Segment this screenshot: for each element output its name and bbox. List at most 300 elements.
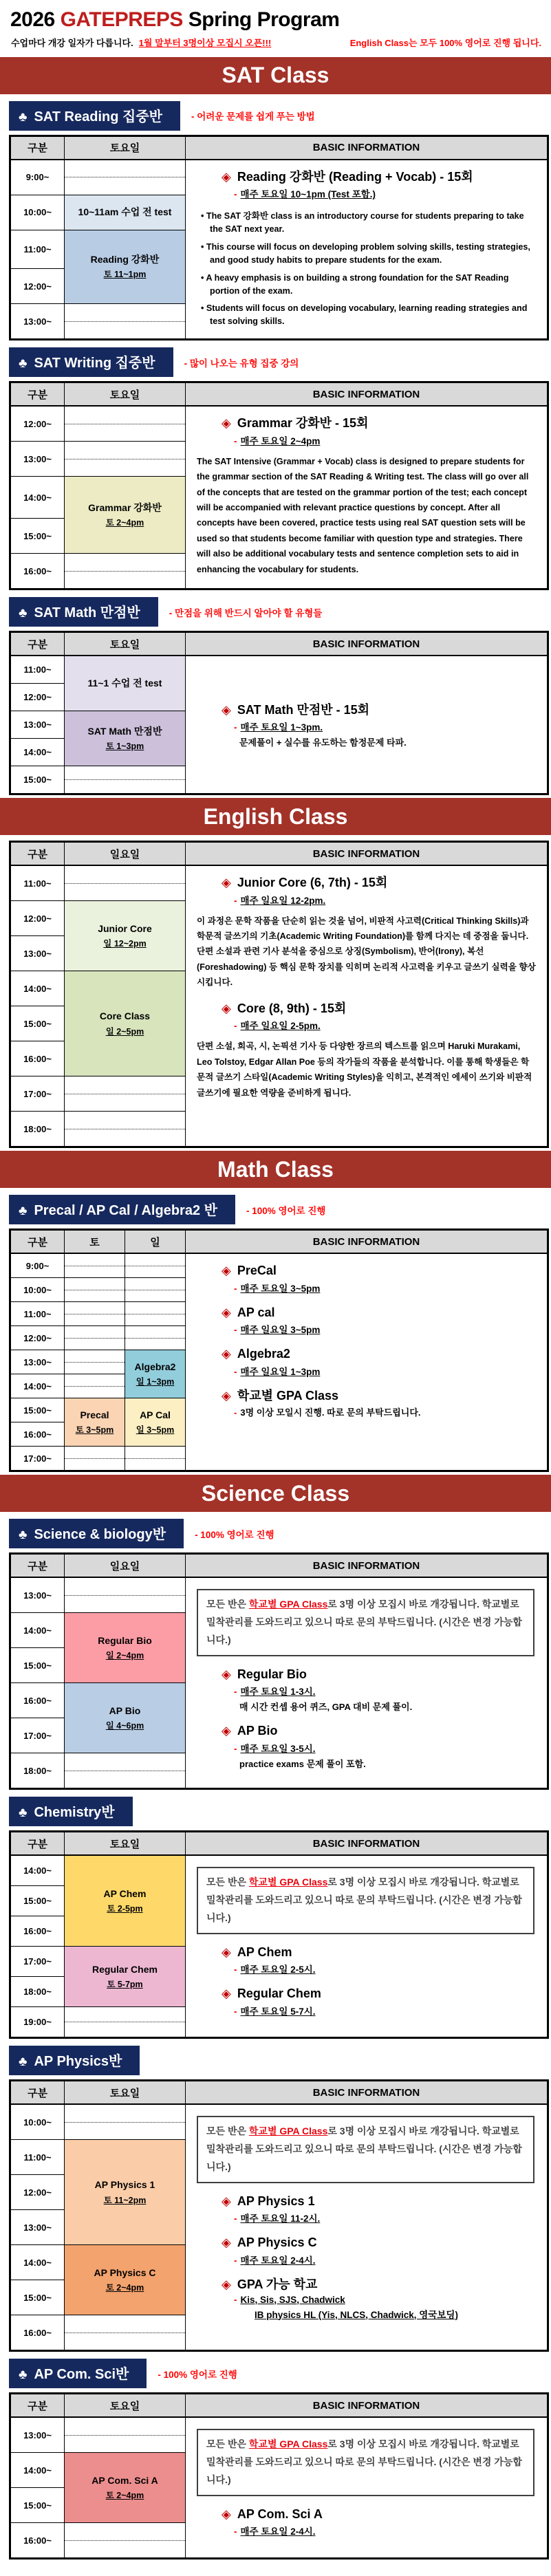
title-year: 2026 <box>10 8 55 31</box>
time-cell: 14:00~ <box>10 477 65 519</box>
time-cell: 11:00~ <box>10 230 65 269</box>
column-header-info: BASIC INFORMATION <box>186 382 548 407</box>
math-badge-row <box>9 1195 551 1224</box>
event-time-text: 일 2~4pm <box>105 1651 144 1661</box>
diamond-icon: ◈ <box>222 1724 231 1738</box>
event-label: Regular Chem <box>92 1963 158 1975</box>
event-time-text: 일 12~2pm <box>103 939 147 949</box>
time-cell: 14:00~ <box>10 971 65 1006</box>
time-cell: 14:00~ <box>10 1374 65 1398</box>
event-time-text: 일 3~5pm <box>136 1425 175 1436</box>
time-cell: 11:00~ <box>10 1302 65 1326</box>
math-badge-note: - 100% 영어로 진행 <box>246 1205 326 1216</box>
diamond-icon: ◈ <box>222 1347 231 1361</box>
event-cell <box>65 1398 125 1447</box>
empty-slot-cell <box>65 766 186 794</box>
time-cell: 15:00~ <box>10 1886 65 1916</box>
column-header-time: 구분 <box>10 382 65 407</box>
note-english-only: English Class는 모두 100% 영어로 진행 됩니다. <box>349 37 541 48</box>
science-bio-badge-note: - 100% 영어로 진행 <box>195 1529 274 1540</box>
column-header-day: 일 <box>125 1230 186 1254</box>
column-header-info: BASIC INFORMATION <box>186 842 548 866</box>
event-label: AP Com. Sci A <box>91 2474 158 2486</box>
class-title <box>222 2236 539 2251</box>
class-schedule-text: 매주 일요일 2-5pm. <box>240 1021 321 1032</box>
time-cell: 18:00~ <box>10 1977 65 2007</box>
time-cell: 9:00~ <box>10 1253 65 1278</box>
class-detail: 매 시간 컨셉 용어 퀴즈, GPA 대비 문제 풀이. <box>239 1702 413 1713</box>
class-title-text: AP Bio <box>237 1724 278 1738</box>
sat-writing-badge <box>9 347 173 377</box>
schedule-row <box>10 656 548 684</box>
sat-math-badge-label: SAT Math 만점반 <box>34 605 140 621</box>
time-cell: 13:00~ <box>10 1350 65 1374</box>
empty-slot-cell <box>65 304 186 340</box>
math-badge <box>9 1195 235 1224</box>
diamond-icon: ◈ <box>222 876 231 890</box>
diamond-icon: ◈ <box>222 2236 231 2250</box>
event-time <box>65 2281 185 2293</box>
class-title <box>222 1667 539 1682</box>
event-time <box>65 937 185 949</box>
sat-writing-badge-label: SAT Writing 집중반 <box>34 356 155 371</box>
note-start-dates: 수업마다 개강 일자가 다릅니다. <box>11 37 133 48</box>
event-cell <box>65 195 186 230</box>
schedule-row <box>10 1855 548 1886</box>
time-cell: 17:00~ <box>10 1718 65 1753</box>
page-header <box>0 0 551 54</box>
info-cell <box>186 656 548 794</box>
event-time-text: 토 2~4pm <box>105 2491 144 2501</box>
club-icon: ♣ <box>19 606 28 621</box>
gpa-note-box <box>197 1867 534 1934</box>
schedule-row <box>10 160 548 195</box>
event-time-text: 토 5-7pm <box>107 1980 143 1990</box>
time-cell: 16:00~ <box>10 1683 65 1718</box>
ap-physics-badge <box>9 2046 140 2075</box>
event-label: AP Cal <box>140 1409 171 1420</box>
class-schedule-text: 매주 토요일 2-4시. <box>240 2255 316 2266</box>
time-cell: 13:00~ <box>10 2417 65 2453</box>
column-header-day: 일요일 <box>65 842 186 866</box>
gpa-class-link: 학교별 GPA Class <box>248 2438 328 2450</box>
class-schedule <box>234 1684 539 1698</box>
empty-slot-cell <box>65 1253 125 1278</box>
event-label: Reading 강화반 <box>90 254 160 266</box>
event-label: Precal <box>80 1409 109 1420</box>
class-description: 이 과정은 문학 작품을 단순히 읽는 것을 넘어, 비판적 사고력(Critical Thinking Skills)과 학문적 글쓰기의 기초(Academic Writing Foundation)를 함께 다지는 데 중점을 둡니다. 단편 소설과 관련 기사 분석을 중심으로 상징(Symbolism), 반어(Irony), 복선(Foreshadowing) 등 핵심 문학 장치를 익히며 논리적 사고력을 키우고 글쓰기 실력을 향상시킵니다. <box>197 916 536 988</box>
event-time-text: 토 11~2pm <box>103 2195 147 2205</box>
diamond-icon: ◈ <box>222 416 231 431</box>
event-time <box>65 2194 185 2206</box>
dash-icon: - <box>234 1325 237 1336</box>
class-title-text: Regular Chem <box>237 1987 321 2001</box>
class-schedule <box>234 2253 539 2266</box>
time-cell: 19:00~ <box>10 2007 65 2038</box>
math-schedule <box>9 1229 551 1472</box>
gpa-note-pre: 모든 반은 <box>206 1599 249 1610</box>
event-label: Grammar 강화반 <box>88 502 162 514</box>
sat-math-badge <box>9 597 158 627</box>
club-icon: ♣ <box>19 109 28 125</box>
empty-slot-cell <box>65 1577 186 1613</box>
sat-reading-badge-row <box>9 101 551 131</box>
dash-icon: - <box>234 1407 237 1418</box>
event-cell <box>65 1683 186 1753</box>
column-header-info: BASIC INFORMATION <box>186 632 548 656</box>
class-schedule <box>234 719 539 733</box>
event-time <box>65 268 185 280</box>
class-schedule <box>234 1322 539 1336</box>
dash-icon: - <box>234 2214 237 2225</box>
class-title-text: Core (8, 9th) - 15회 <box>237 1001 347 1015</box>
time-cell: 10:00~ <box>10 2104 65 2140</box>
sat-reading-badge-note: - 어려운 문제를 쉽게 푸는 방법 <box>191 111 315 122</box>
club-icon: ♣ <box>19 2055 28 2070</box>
empty-slot-cell <box>65 554 186 589</box>
dash-icon: - <box>234 1965 237 1976</box>
gpa-note-pre: 모든 반은 <box>206 2438 249 2450</box>
sat-writing-schedule <box>9 381 551 590</box>
event-cell <box>65 2453 186 2523</box>
event-cell <box>125 1350 186 1398</box>
schedule-table <box>9 1229 549 1472</box>
event-label: Algebra2 <box>134 1361 176 1372</box>
column-header-day: 일요일 <box>65 1554 186 1578</box>
class-title-text: SAT Math 만점반 - 15회 <box>237 702 370 717</box>
time-cell: 17:00~ <box>10 1447 65 1471</box>
column-header-day: 토요일 <box>65 382 186 407</box>
class-schedule-text: Kis, Sis, SJS, Chadwick <box>240 2294 345 2305</box>
schedule-table <box>9 841 549 1148</box>
class-schedule <box>234 2295 539 2305</box>
bullet-item: • This course will focus on developing problem solving skills, testing strategies, and good study habits to prepare students for the exam. <box>201 241 530 265</box>
class-schedule-extra: IB physics HL (Yis, NLCS, Chadwick, 영국보딩) <box>255 2309 458 2320</box>
gpa-class-link: 학교별 GPA Class <box>248 2125 328 2137</box>
time-cell: 15:00~ <box>10 1398 65 1422</box>
ap-comsci-schedule <box>9 2392 551 2559</box>
event-cell <box>65 477 186 554</box>
chemistry-schedule <box>9 1830 551 2039</box>
empty-slot-cell <box>65 1278 125 1302</box>
time-cell: 17:00~ <box>10 1947 65 1977</box>
math-class-banner: Math Class <box>0 1151 551 1188</box>
class-schedule <box>234 433 539 447</box>
empty-slot-cell <box>125 1253 186 1278</box>
class-schedule-text: 매주 토요일 2-4시. <box>240 2526 316 2537</box>
dash-icon: - <box>234 895 237 906</box>
time-cell: 13:00~ <box>10 711 65 739</box>
dotted-line <box>65 321 185 322</box>
class-title-text: AP Physics 1 <box>237 2194 315 2208</box>
class-schedule <box>234 2004 539 2017</box>
column-header-day: 토요일 <box>65 2081 186 2105</box>
class-title-text: 학교별 GPA Class <box>237 1388 339 1403</box>
class-schedule-text: 매주 일요일 3~5pm <box>240 1325 321 1336</box>
event-label: Core Class <box>99 1010 151 1022</box>
class-schedule-text: 매주 토요일 5-7시. <box>240 2006 316 2017</box>
time-cell: 12:00~ <box>10 2175 65 2210</box>
note-open-link[interactable]: 1월 말부터 3명이상 모집시 오픈!!! <box>138 37 272 48</box>
empty-slot-cell <box>65 2315 186 2351</box>
time-cell: 16:00~ <box>10 1916 65 1947</box>
schedule-table <box>9 381 549 590</box>
dotted-line <box>65 883 185 884</box>
column-header-info: BASIC INFORMATION <box>186 2394 548 2418</box>
class-title-text: Regular Bio <box>237 1667 307 1681</box>
page-title <box>10 7 547 33</box>
gpa-note-box <box>197 2116 534 2183</box>
schedule-table <box>9 631 549 795</box>
column-header-day: 토요일 <box>65 2394 186 2418</box>
class-schedule <box>234 186 539 200</box>
diamond-icon: ◈ <box>222 1264 231 1278</box>
event-label: AP Bio <box>109 1704 141 1716</box>
event-time-text: 토 2~4pm <box>105 2283 144 2293</box>
class-description: 단편 소설, 희곡, 시, 논픽션 기사 등 다양한 장르의 텍스트를 읽으며 Haruki Murakami, Leo Tolstoy, Edgar Allan Poe 등의 작가들의 작품을 분석합니다. 이를 통해 학생들은 학문적 글쓰기 스타일(Academic Writing Styles)을 익히고, 본격적인 에세이 쓰기와 비판적 글쓰기에 필요한 역량을 준비하게 됩니다. <box>197 1041 532 1098</box>
sat-reading-schedule <box>9 135 551 341</box>
science-class-banner: Science Class <box>0 1475 551 1512</box>
dash-icon: - <box>234 1366 237 1377</box>
time-cell: 16:00~ <box>10 1041 65 1076</box>
column-header-day: 토요일 <box>65 632 186 656</box>
class-title <box>222 2194 539 2209</box>
time-cell: 18:00~ <box>10 1753 65 1789</box>
class-title-text: Reading 강화반 (Reading + Vocab) - 15회 <box>237 169 473 184</box>
schedule-row <box>10 865 548 901</box>
event-time-text: 토 2-5pm <box>107 1904 143 1914</box>
event-cell <box>125 1398 186 1447</box>
class-schedule <box>234 1281 539 1295</box>
class-schedule <box>234 1962 539 1976</box>
event-label: 10~11am 수업 전 test <box>78 206 172 218</box>
event-cell <box>65 971 186 1076</box>
time-cell: 16:00~ <box>10 1422 65 1447</box>
schedule-table <box>9 1552 549 1790</box>
event-time <box>65 1025 185 1037</box>
title-suffix: Spring Program <box>188 8 340 31</box>
schedule-row <box>10 2417 548 2453</box>
class-title-text: Grammar 강화반 - 15회 <box>237 416 369 431</box>
class-note <box>234 1405 539 1418</box>
time-cell: 13:00~ <box>10 442 65 477</box>
event-cell <box>65 901 186 971</box>
club-icon: ♣ <box>19 2368 28 2383</box>
class-title <box>222 416 539 431</box>
science-bio-schedule <box>9 1552 551 1790</box>
diamond-icon: ◈ <box>222 2277 231 2291</box>
class-title <box>222 703 539 718</box>
gpa-class-link: 학교별 GPA Class <box>248 1599 328 1610</box>
class-title <box>222 1306 539 1321</box>
class-schedule-text: 매주 토요일 3~5pm <box>240 1283 321 1294</box>
club-icon: ♣ <box>19 356 28 371</box>
diamond-icon: ◈ <box>222 2194 231 2208</box>
empty-slot-cell <box>65 160 186 195</box>
class-detail: 문제풀이 + 실수를 유도하는 함정문제 타파. <box>239 737 407 748</box>
diamond-icon: ◈ <box>222 1305 231 1319</box>
diamond-icon: ◈ <box>222 1001 231 1015</box>
english-schedule <box>9 841 551 1148</box>
empty-slot-cell <box>65 1326 125 1350</box>
diamond-icon: ◈ <box>222 1945 231 1959</box>
diamond-icon: ◈ <box>222 169 231 184</box>
class-schedule <box>234 893 539 907</box>
ap-comsci-badge <box>9 2359 147 2388</box>
time-cell: 15:00~ <box>10 766 65 794</box>
column-header-info: BASIC INFORMATION <box>186 1554 548 1578</box>
column-header-time: 구분 <box>10 1832 65 1856</box>
time-cell: 12:00~ <box>10 1326 65 1350</box>
event-cell <box>65 2140 186 2245</box>
time-cell: 14:00~ <box>10 2453 65 2488</box>
class-title <box>222 2277 539 2293</box>
time-cell: 9:00~ <box>10 160 65 195</box>
event-label: AP Physics 1 <box>94 2179 155 2191</box>
time-cell: 15:00~ <box>10 1648 65 1683</box>
time-cell: 15:00~ <box>10 519 65 554</box>
class-schedule-text: 매주 토요일 10~1pm (Test 포함.) <box>240 189 376 200</box>
time-cell: 13:00~ <box>10 2210 65 2245</box>
column-header-time: 구분 <box>10 136 65 160</box>
empty-slot-cell <box>65 1076 186 1112</box>
event-time <box>65 1719 185 1731</box>
info-cell <box>186 160 548 340</box>
empty-slot-cell <box>65 2523 186 2559</box>
class-schedule-text: 매주 토요일 3-5시. <box>240 1743 316 1754</box>
event-label: AP Physics C <box>94 2266 156 2278</box>
empty-slot-cell <box>65 2417 186 2453</box>
event-time <box>65 1423 125 1436</box>
empty-slot-cell <box>65 1374 125 1398</box>
event-time-text: 일 2~5pm <box>105 1026 144 1037</box>
dotted-line <box>65 2435 185 2436</box>
time-cell: 14:00~ <box>10 2245 65 2280</box>
class-title <box>222 1002 539 1017</box>
dotted-line <box>125 1458 185 1459</box>
column-header-info: BASIC INFORMATION <box>186 1230 548 1254</box>
column-header-time: 구분 <box>10 1230 65 1254</box>
event-time-text: 일 1~3pm <box>136 1377 175 1387</box>
ap-physics-badge-label: AP Physics반 <box>34 2054 122 2070</box>
ap-comsci-badge-row <box>9 2359 551 2388</box>
sat-math-badge-row <box>9 597 551 627</box>
empty-slot-cell <box>65 1447 125 1471</box>
column-header-day: 토요일 <box>65 136 186 160</box>
dotted-line <box>65 779 185 780</box>
class-schedule-text: 매주 토요일 1~3pm. <box>240 722 323 733</box>
class-schedule-text: 매주 일요일 1~3pm <box>240 1366 321 1377</box>
class-title-text: AP Com. Sci A <box>237 2507 323 2521</box>
class-title <box>222 1987 539 2002</box>
ap-comsci-badge-label: AP Com. Sci반 <box>34 2367 129 2383</box>
event-cell <box>65 1855 186 1947</box>
class-schedule <box>234 1364 539 1378</box>
column-header-info: BASIC INFORMATION <box>186 2081 548 2105</box>
info-cell <box>186 1577 548 1789</box>
time-cell: 10:00~ <box>10 1278 65 1302</box>
time-cell: 11:00~ <box>10 2140 65 2175</box>
dotted-line <box>65 2122 185 2123</box>
schedule-row <box>10 1577 548 1613</box>
bullet-item: • The SAT 강화반 class is an introductory course for students preparing to take the SAT next year. <box>201 211 524 234</box>
class-schedule-text: 매주 토요일 2-5시. <box>240 1965 316 1976</box>
dotted-line <box>65 1458 125 1459</box>
event-time <box>65 2489 185 2501</box>
event-time <box>125 1423 185 1436</box>
math-badge-label: Precal / AP Cal / Algebra2 반 <box>34 1203 217 1219</box>
sat-math-schedule <box>9 631 551 795</box>
time-cell: 13:00~ <box>10 1577 65 1613</box>
time-cell: 17:00~ <box>10 1076 65 1112</box>
gpa-note-box <box>197 1589 534 1656</box>
science-bio-badge-label: Science & biology반 <box>34 1527 166 1543</box>
science-bio-badge <box>9 1519 184 1548</box>
dotted-line <box>65 1362 125 1363</box>
title-brand: GATEPREPS <box>60 8 183 31</box>
schedule-row <box>10 1253 548 1278</box>
class-title-text: GPA 가능 학교 <box>237 2277 318 2291</box>
dash-icon: - <box>234 435 237 446</box>
ap-comsci-badge-note: - 100% 영어로 진행 <box>158 2369 237 2380</box>
event-time-text: 토 3~5pm <box>75 1425 114 1436</box>
chemistry-badge-label: Chemistry반 <box>34 1805 115 1821</box>
column-header-info: BASIC INFORMATION <box>186 136 548 160</box>
empty-slot-cell <box>65 1350 125 1374</box>
event-cell <box>65 1613 186 1683</box>
event-cell <box>65 711 186 766</box>
club-icon: ♣ <box>19 1204 28 1219</box>
class-title <box>222 1347 539 1362</box>
time-cell: 14:00~ <box>10 1613 65 1648</box>
empty-slot-cell <box>65 865 186 901</box>
gpa-note-post: 로 3명 이상 모집시 바로 개강됩니다. 학교별로 밀착관리를 도와드리고 있으니 따로 문의 부탁드립니다. (시간은 변경 가능합니다.) <box>206 2438 522 2485</box>
schedule-table <box>9 135 549 341</box>
club-icon: ♣ <box>19 1806 28 1821</box>
event-label: 11~1 수업 전 test <box>87 678 162 689</box>
empty-slot-cell <box>65 442 186 477</box>
time-cell: 13:00~ <box>10 304 65 340</box>
time-cell: 13:00~ <box>10 936 65 971</box>
class-title <box>222 2507 539 2522</box>
sat-writing-badge-row <box>9 347 551 377</box>
dotted-line <box>65 2540 185 2541</box>
english-class-banner: English Class <box>0 798 551 835</box>
column-header-day: 토 <box>65 1230 125 1254</box>
info-cell <box>186 2417 548 2559</box>
gpa-note-post: 로 3명 이상 모집시 바로 개강됩니다. 학교별로 밀착관리를 도와드리고 있으니 따로 문의 부탁드립니다. (시간은 변경 가능합니다.) <box>206 1876 522 1923</box>
column-header-time: 구분 <box>10 1554 65 1578</box>
class-title <box>222 170 539 185</box>
ap-physics-schedule <box>9 2079 551 2352</box>
info-cell <box>186 1253 548 1471</box>
class-title-text: PreCal <box>237 1264 277 1278</box>
gpa-note-pre: 모든 반은 <box>206 1876 249 1888</box>
sat-class-banner: SAT Class <box>0 57 551 94</box>
dash-icon: - <box>234 189 237 200</box>
class-schedule <box>234 1018 539 1032</box>
time-cell: 15:00~ <box>10 1006 65 1041</box>
sat-reading-badge-label: SAT Reading 집중반 <box>34 109 162 125</box>
dash-icon: - <box>234 2006 237 2017</box>
schedule-table <box>9 2079 549 2352</box>
column-header-time: 구분 <box>10 842 65 866</box>
event-time <box>125 1375 185 1387</box>
event-cell <box>65 2245 186 2315</box>
dash-icon: - <box>234 1743 237 1754</box>
class-schedule <box>234 2211 539 2225</box>
time-cell: 12:00~ <box>10 269 65 304</box>
